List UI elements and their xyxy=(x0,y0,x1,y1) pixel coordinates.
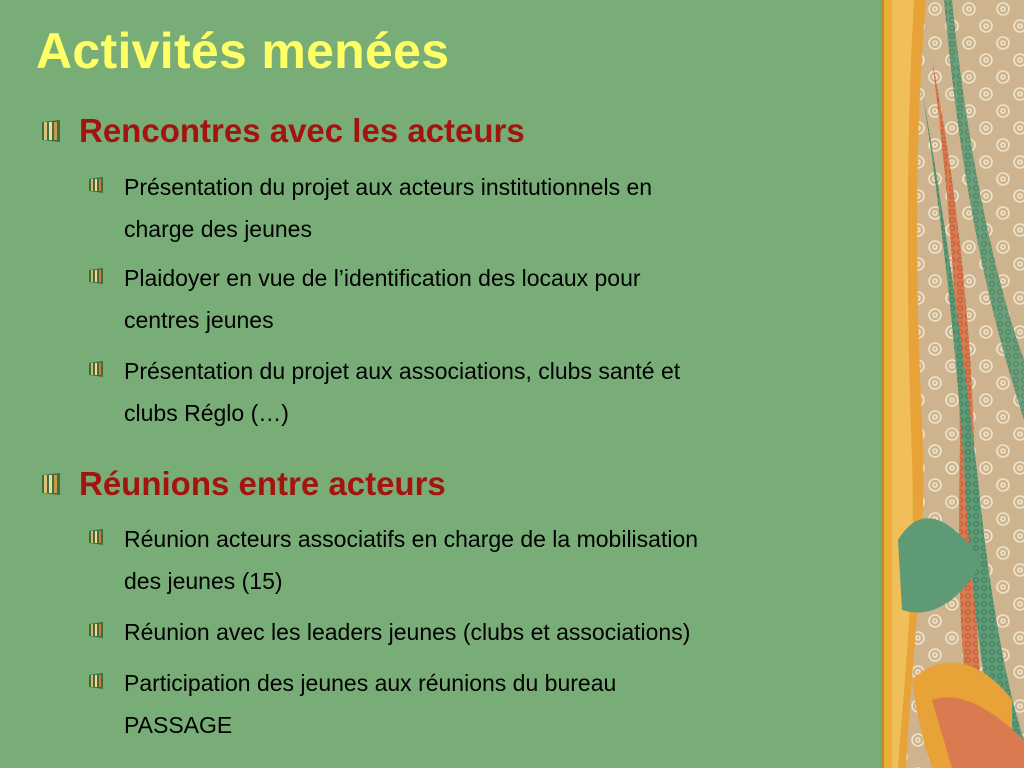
striped-square-bullet-icon xyxy=(88,672,104,690)
list-item-line: Réunion avec les leaders jeunes (clubs et associations) xyxy=(124,619,691,645)
striped-square-bullet-icon xyxy=(88,360,104,378)
striped-square-bullet-icon xyxy=(88,621,104,639)
list-item xyxy=(88,662,828,746)
floral-ribbon-decoration xyxy=(892,0,1024,768)
list-item-line: clubs Réglo (…) xyxy=(124,400,289,426)
list-item-line: Participation des jeunes aux réunions du bureau xyxy=(124,670,617,696)
section-heading xyxy=(40,465,446,503)
striped-square-bullet-icon xyxy=(88,528,104,546)
list-item-line: des jeunes (15) xyxy=(124,568,283,594)
list-item-line: Réunion acteurs associatifs en charge de la mobilisation xyxy=(124,526,699,552)
striped-square-bullet-icon xyxy=(88,267,104,285)
section-heading-text: Rencontres avec les acteurs xyxy=(79,112,525,149)
list-item xyxy=(88,350,828,434)
striped-square-bullet-icon xyxy=(40,118,62,144)
striped-square-bullet-icon xyxy=(88,176,104,194)
list-item-line: centres jeunes xyxy=(124,307,274,333)
decorative-border xyxy=(884,0,892,768)
section-heading-text: Réunions entre acteurs xyxy=(79,465,446,502)
list-item-line: Plaidoyer en vue de l’identification des locaux pour xyxy=(124,265,641,291)
striped-square-bullet-icon xyxy=(40,471,62,497)
list-item xyxy=(88,257,828,341)
list-item-line: Présentation du projet aux acteurs institutionnels en xyxy=(124,174,653,200)
list-item-line: charge des jeunes xyxy=(124,216,312,242)
slide-title: Activités menées xyxy=(36,23,450,79)
section-heading xyxy=(40,112,525,150)
list-item xyxy=(88,518,828,602)
list-item xyxy=(88,611,828,653)
list-item xyxy=(88,166,828,250)
list-item-line: PASSAGE xyxy=(124,712,233,738)
list-item-line: Présentation du projet aux associations, clubs santé et xyxy=(124,358,681,384)
